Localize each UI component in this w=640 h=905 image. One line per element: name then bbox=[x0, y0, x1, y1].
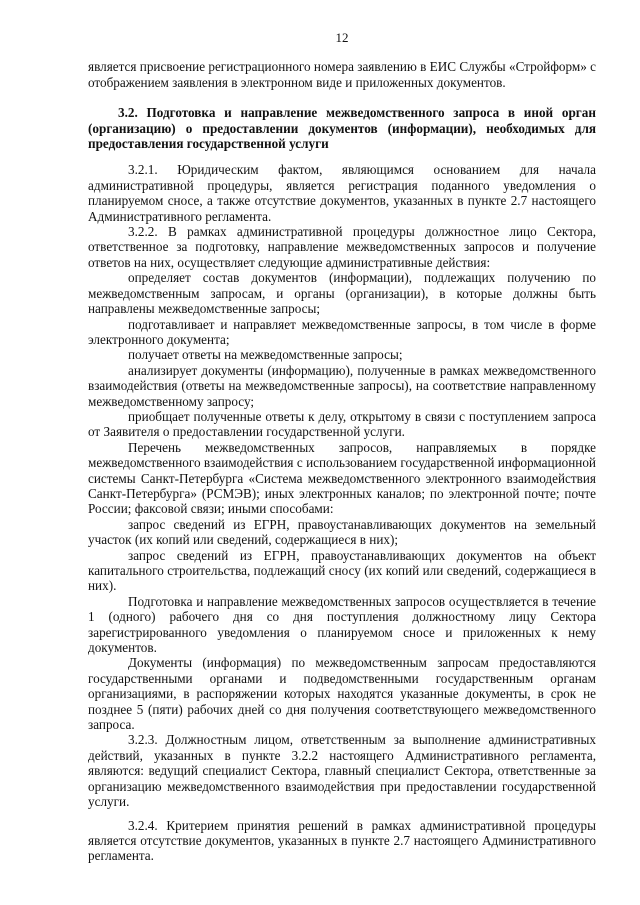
request-item-land: запрос сведений из ЕГРН, правоустанавливающих документов на земельный участок (их копий или сведений, содержащиеся в них); bbox=[88, 516, 596, 548]
paragraph-3-2-4: 3.2.4. Критерием принятия решений в рамках административной процедуры является отсутствие документов, указанных в пункте 2.7 настоящего Административного регламента. bbox=[88, 817, 596, 864]
action-item-receive: получает ответы на межведомственные запросы; bbox=[128, 347, 403, 363]
paragraph-3-2-2: 3.2.2. В рамках административной процедуры должностное лицо Сектора, ответственное за подготовку, направление межведомственных запросов и получение ответов на них, осуществляет следующие административные действия: bbox=[88, 224, 596, 270]
section-heading-3-2: 3.2. Подготовка и направление межведомственного запроса в иной орган (организацию) о предоставлении документов (информации), необходимых для предоставления государственной услуги bbox=[88, 105, 596, 152]
action-item-attach: приобщает полученные ответы к делу, открытому в связи с поступлением запроса от Заявителя о предоставлении государственной услуги. bbox=[88, 408, 596, 440]
paragraph-3-2-3: 3.2.3. Должностным лицом, ответственным за выполнение административных действий, указанных в пункте 3.2.2 настоящего Административного регламента, являются: ведущий специалист Сектора, главный специалист Сектора, ответственные за организацию межведомственного взаимодействия при предоставлении государственной услуги. bbox=[88, 732, 596, 810]
action-item-define: определяет состав документов (информации), подлежащих получению по межведомственным запросам, и органы (организации), в которые должны быть направлены межведомственные запросы; bbox=[88, 270, 596, 317]
paragraph-request-deadline: Подготовка и направление межведомственных запросов осуществляется в течение 1 (одного) рабочего дня со дня поступления должностному лицу Сектора зарегистрированного уведомления о планируемом сносе и приложенных к нему документов. bbox=[88, 593, 596, 656]
paragraph-request-list: Перечень межведомственных запросов, направляемых в порядке межведомственного взаимодействия с использованием государственной информационной системы Санкт-Петербурга «Система межведомственного электронного взаимодействия Санкт-Петербурга» (РСМЭВ); иных электронных каналов; по электронной почте; почте России; факсовой связи; иными способами: bbox=[88, 439, 596, 517]
paragraph-registration-continued: является присвоение регистрационного номера заявлению в ЕИС Службы «Стройформ» с отображением заявления в электронном виде и приложенных документов. bbox=[88, 59, 596, 90]
paragraph-3-2-1: 3.2.1. Юридическим фактом, являющимся основанием для начала административной процедуры, является регистрация поданного уведомления о планируемом сносе, а также отсутствие документов, указанных в пункте 2.7 настоящего Административного регламента. bbox=[88, 162, 596, 224]
paragraph-response-deadline: Документы (информация) по межведомственным запросам предоставляются государственными органами и подведомственными государственным органам организациями, в распоряжении которых находятся указанные документы, в срок не позднее 5 (пяти) рабочих дней со дня получения соответствующего межведомственного запроса. bbox=[88, 655, 596, 733]
action-item-analyze: анализирует документы (информацию), полученные в рамках межведомственного взаимодействия (ответы на межведомственные запросы), на соответствие направленному межведомственному запросу; bbox=[88, 362, 596, 409]
action-item-prepare: подготавливает и направляет межведомственные запросы, в том числе в форме электронного документа; bbox=[88, 316, 596, 347]
request-item-building: запрос сведений из ЕГРН, правоустанавливающих документов на объект капитального строительства, подлежащий сносу (их копий или сведений, содержащиеся в них). bbox=[88, 547, 596, 594]
page-number: 12 bbox=[335, 30, 349, 45]
